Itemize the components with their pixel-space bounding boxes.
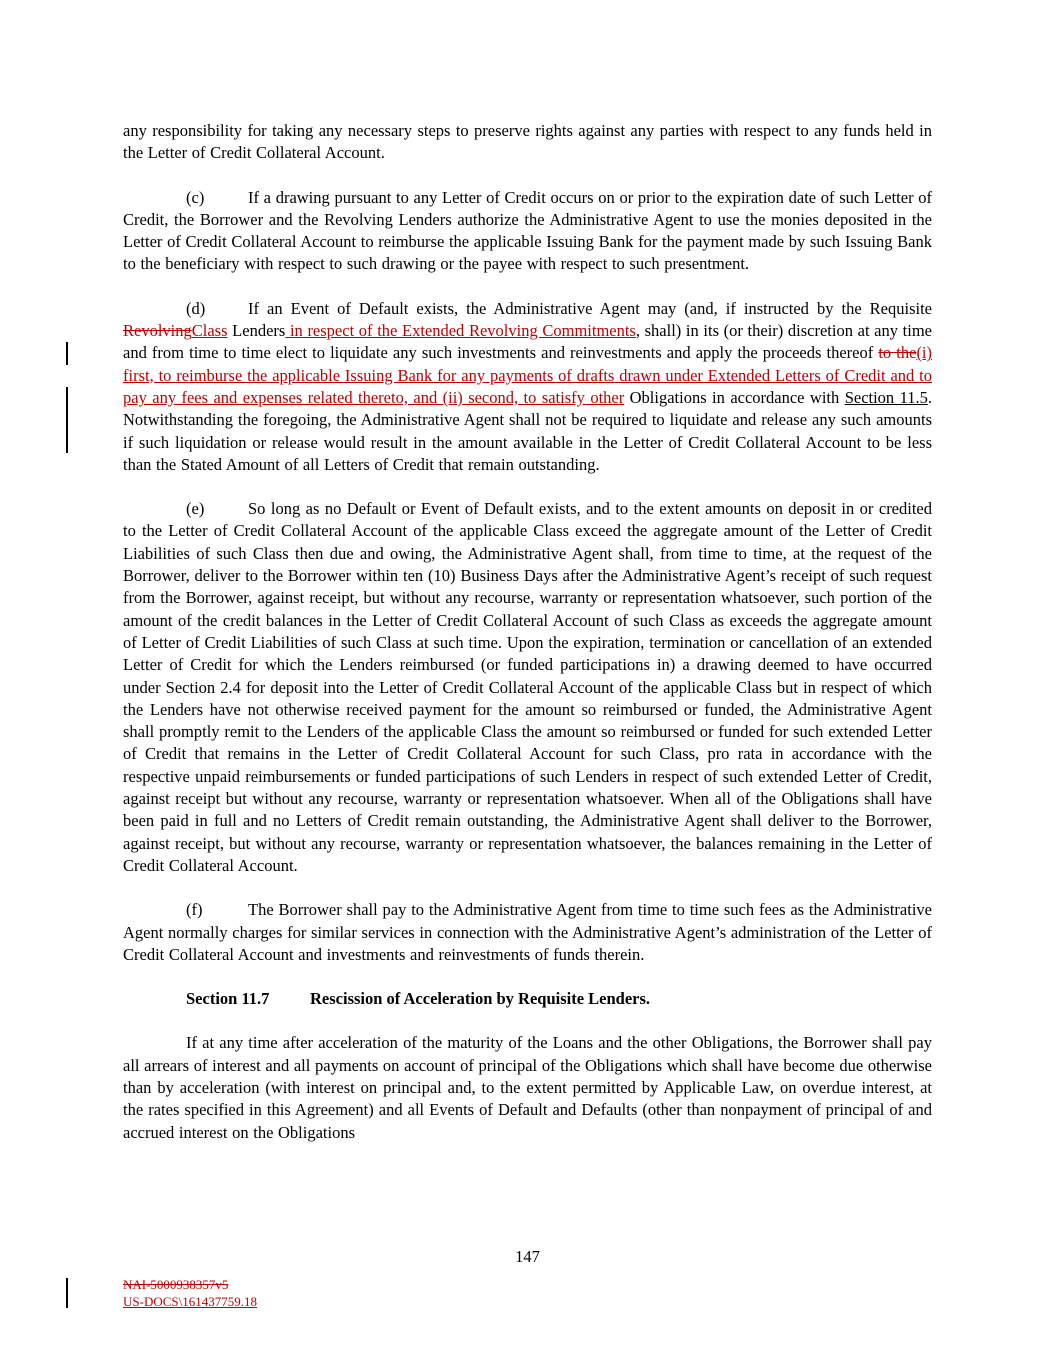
text-run: Lenders: [227, 321, 286, 341]
document-id-footer: [123, 1276, 257, 1310]
para-label: (c): [186, 187, 205, 207]
text-run: . Notwithstanding the foregoing, the Administrative Agent shall not be required to liquidate and release any such amounts if such liquidation or release would result in the amount available in the Letter of Credit Collateral Account to be less than the Stated Amount of all Letters of Credit that remain outstanding.: [123, 387, 932, 474]
section-heading: [123, 988, 932, 1010]
text-run: Obligations in accordance with: [624, 387, 845, 407]
para-label: (d): [186, 298, 206, 318]
paragraph-e: [123, 498, 932, 877]
change-bar: [66, 387, 68, 453]
paragraph-c: [123, 187, 932, 276]
text-run: , shall) in its (or their) discretion at any time and from time to time elect to liquidate any such investments and reinvestments and apply the proceeds thereof: [123, 321, 932, 363]
document-body: [123, 120, 932, 1166]
footer-doc-id-old: NAI-5000938357v5: [123, 1277, 229, 1292]
change-bar: [66, 1278, 68, 1308]
paragraph-rescission: [123, 1032, 932, 1143]
change-bar: [66, 342, 68, 365]
para-label: (f): [186, 900, 203, 920]
text-run: So long as no Default or Event of Default exists, and to the extent amounts on deposit in or credited to the Letter of Credit Collateral Account of the applicable Class exceed the aggregate amount of the Letter of Credit Liabilities of such Class then due and owing, the Administrative Agent shall, from time to time, at the request of the Borrower, deliver to the Borrower within ten (10) Business Days after the Administrative Agent’s receipt of such request from the Borrower, against receipt, but without any recourse, warranty or representation whatsoever, such portion of the amount of the credit balances in the Letter of Credit Collateral Account of such Class as exceeds the aggregate amount of Letter of Credit Liabilities of such Class at such time. Upon the expiration, termination or cancellation of an extended Letter of Credit for which the Lenders reimbursed (or funded participations in) a drawing deemed to have occurred under Section 2.4 for deposit into the Letter of Credit Collateral Account of the applicable Class but in respect of which the Lenders have not otherwise received payment for the amount so reimbursed or funded, the Administrative Agent shall promptly remit to the Lenders of the applicable Class the amount so reimbursed or funded for such extended Letter of Credit that remains in the Letter of Credit Collateral Account for such Class, pro rata in accordance with the respective unpaid reimbursements or funded participations of such Lenders in respect of such extended Letter of Credit, against receipt but without any recourse, warranty or representation whatsoever. When all of the Obligations shall have been paid in full and no Letters of Credit remain outstanding, the Administrative Agent shall deliver to the Borrower, against receipt, but without any recourse, warranty or representation whatsoever, the balances remaining in the Letter of Credit Collateral Account.: [123, 499, 932, 875]
redline-insertion: in respect of the Extended Revolving Commitments: [285, 321, 636, 341]
section-number: Section 11.7: [186, 989, 270, 1009]
page-number: 147: [515, 1247, 540, 1266]
para-label: (e): [186, 499, 205, 519]
redline-insertion: (i) first, to reimburse the applicable Issuing Bank for any payments of drafts drawn under Extended Letters of Credit and to pay any fees and expenses related thereto, and (ii) second, to satisfy other: [123, 343, 933, 407]
section-title: Rescission of Acceleration by Requisite Lenders.: [310, 989, 651, 1009]
paragraph-d: [123, 298, 932, 476]
paragraph-f: [123, 899, 932, 966]
text-run: If a drawing pursuant to any Letter of Credit occurs on or prior to the expiration date of such Letter of Credit, the Borrower and the Revolving Lenders authorize the Administrative Agent to use the monies deposited in the Letter of Credit Collateral Account to reimburse the applicable Issuing Bank for the payment made by such Issuing Bank to the beneficiary with respect to such drawing or the payee with respect to such presentment.: [123, 187, 932, 274]
text-run: If an Event of Default exists, the Administrative Agent may (and, if instructed by the Requisite: [248, 298, 932, 318]
text-run: If at any time after acceleration of the maturity of the Loans and the other Obligations, the Borrower shall pay all arrears of interest and all payments on account of principal of the Obligations which shall have become due otherwise than by acceleration (with interest on principal and, to the extent permitted by Applicable Law, on overdue interest, at the rates specified in this Agreement) and all Events of Default and Defaults (other than nonpayment of principal of and accrued interest on the Obligations: [123, 1033, 932, 1142]
text-run: The Borrower shall pay to the Administrative Agent from time to time such fees as the Administrative Agent normally charges for similar services in connection with the Administrative Agent’s administration of the Letter of Credit Collateral Account and investments and reinvestments of funds therein.: [123, 900, 932, 964]
footer-doc-id-new: US-DOCS\161437759.18: [123, 1294, 257, 1309]
section-cross-reference: Section 11.5: [844, 387, 928, 407]
paragraph-continuation: [123, 120, 932, 165]
text-run: any responsibility for taking any necessary steps to preserve rights against any parties with respect to any funds held in the Letter of Credit Collateral Account.: [123, 121, 932, 163]
redline-insertion: Class: [191, 321, 228, 341]
redline-deletion: to the: [878, 343, 917, 363]
redline-deletion: Revolving: [123, 321, 192, 341]
